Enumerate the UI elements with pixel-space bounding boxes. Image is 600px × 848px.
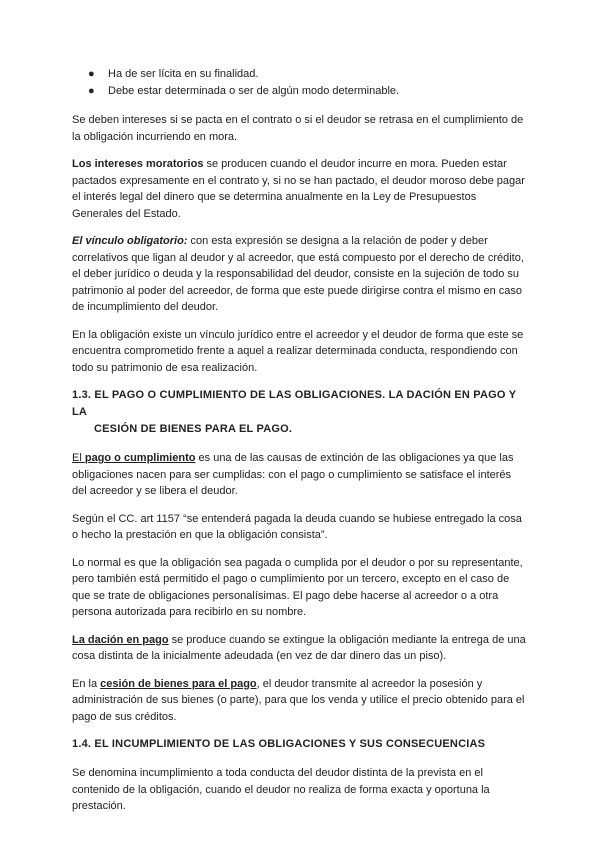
paragraph-pago-tercero: Lo normal es que la obligación sea pagada o cumplida por el deudor o por su representante, pero también está permitido el pago o cumplimiento por un tercero, excepto en el caso de que se trate de obligaciones personalísimas. El pago debe hacerse al acreedor o a otra persona autorizada para recibirlo en su nombre. — [72, 556, 523, 618]
paragraph-articulo-1157: Según el CC. art 1157 “se entenderá pagada la deuda cuando se hubiese entregado la cosa o hecho la prestación en que la obligación consista”. — [72, 512, 522, 541]
paragraph-dacion-pago — [72, 632, 528, 665]
paragraph-prefix: El — [72, 452, 85, 464]
requirements-list — [72, 66, 528, 100]
paragraph-vinculo-obligatorio — [72, 233, 528, 316]
section-heading-1-3 — [72, 387, 528, 438]
term-dacion-pago: La dación en pago — [72, 633, 169, 646]
paragraph-text: se producen cuando el deudor incurre en mora. Pueden estar pactados expresamente en el contrato y, si no se han pactado, el deudor moroso debe pagar el interés legal del dinero que se determina anualmente en la Ley de Presupuestos Generales del Estado. — [72, 158, 525, 220]
paragraph-vinculo-juridico: En la obligación existe un vínculo jurídico entre el acreedor y el deudor de forma que este se encuentra comprometido frente a aquel a realizar determinada conducta, respondiendo con todo su patrimonio de esa realización. — [72, 328, 524, 374]
list-item-text: Debe estar determinada o ser de algún modo determinable. — [108, 85, 400, 97]
list-item-text: Ha de ser lícita en su finalidad. — [108, 68, 259, 80]
heading-line: CESIÓN DE BIENES PARA EL PAGO. — [94, 423, 293, 435]
term-intereses-moratorios: Los intereses moratorios — [72, 158, 204, 170]
paragraph-prefix: En la — [72, 677, 101, 690]
term-vinculo-obligatorio: El vínculo obligatorio: — [72, 235, 188, 247]
section-heading-1-4: 1.4. EL INCUMPLIMIENTO DE LAS OBLIGACIONES Y SUS CONSECUENCIAS — [72, 738, 486, 750]
bullet-icon: ● — [88, 85, 95, 97]
term-pago-cumplimiento: pago o cumplimiento — [84, 452, 196, 464]
paragraph-text: con esta expresión se designa a la relación de poder y deber correlativos que ligan al deudor y al acreedor, que está compuesto por el derecho de crédito, el deber jurídico o deuda y la responsabilidad del deudor, consiste en la sujeción de todo su patrimonio al poder del acreedor, de forma que este puede dirigirse contra el mismo en caso de incumplimiento del deudor. — [72, 235, 524, 313]
list-item — [72, 66, 528, 83]
paragraph-cesion-bienes — [72, 676, 528, 726]
paragraph-text: , el deudor transmite al acreedor la posesión y administración de sus bienes (o parte), para que los venda y utilice el precio obtenido para el pago de sus créditos. — [72, 677, 525, 723]
paragraph-pago — [72, 450, 528, 500]
paragraph-text: se produce cuando se extingue la obligación mediante la entrega de una cosa distinta de la inicialmente adeudada (en vez de dar dinero das un piso). — [72, 633, 526, 662]
paragraph-intereses: Se deben intereses si se pacta en el contrato o si el deudor se retrasa en el cumplimiento de la obligación incurriendo en mora. — [72, 114, 524, 143]
paragraph-incumplimiento: Se denomina incumplimiento a toda conducta del deudor distinta de la prevista en el contenido de la obligación, cuando el deudor no realiza de forma exacta y oportuna la prestación. — [72, 767, 490, 812]
bullet-icon: ● — [88, 68, 95, 80]
heading-line: 1.3. EL PAGO O CUMPLIMIENTO DE LAS OBLIGACIONES. LA DACIÓN EN PAGO Y LA — [72, 389, 517, 418]
paragraph-intereses-moratorios — [72, 156, 528, 222]
term-cesion-bienes: cesión de bienes para el pago — [100, 677, 257, 690]
list-item — [72, 83, 528, 100]
paragraph-text: es una de las causas de extinción de las obligaciones ya que las obligaciones nacen para ser cumplidas: con el pago o cumplimiento se satisface el interés del acreedor y se libera el deudor. — [72, 452, 514, 497]
